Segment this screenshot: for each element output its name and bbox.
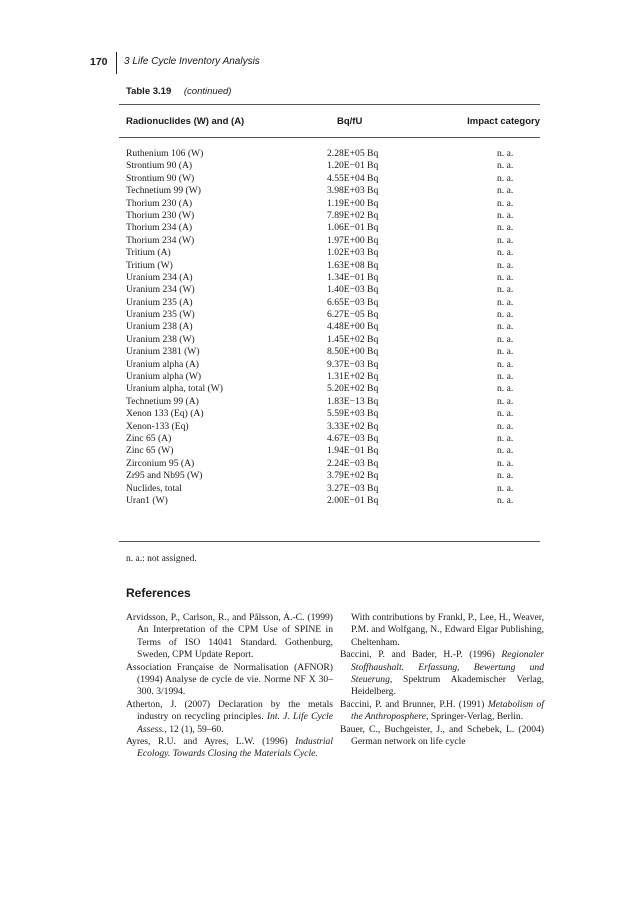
reference-text: Baccini, P. and Brunner, P.H. (1991): [340, 698, 488, 710]
cell-impact-category: n. a.: [497, 247, 514, 259]
cell-impact-category: n. a.: [497, 395, 514, 407]
cell-radionuclide: Uranium 235 (W): [126, 309, 195, 321]
cell-impact-category: n. a.: [497, 482, 514, 494]
cell-bq-fu: 4.55E+04 Bq: [327, 172, 379, 184]
column-header-bq-fu: Bq/fU: [337, 116, 363, 127]
cell-radionuclide: Uranium 238 (W): [126, 333, 195, 345]
references-heading: References: [126, 586, 191, 600]
table-row: [119, 408, 540, 420]
cell-radionuclide: Thorium 230 (W): [126, 209, 195, 221]
cell-radionuclide: Technetium 99 (W): [126, 185, 201, 197]
cell-bq-fu: 1.45E+02 Bq: [327, 333, 379, 345]
cell-impact-category: n. a.: [497, 383, 514, 395]
cell-impact-category: n. a.: [497, 321, 514, 333]
table-row: [119, 222, 540, 234]
references-left-column: [126, 612, 333, 761]
table-row: [119, 284, 540, 296]
table-row: [119, 383, 540, 395]
cell-bq-fu: 9.37E−03 Bq: [327, 358, 379, 370]
table-header-rule: [119, 137, 540, 138]
cell-bq-fu: 1.40E−03 Bq: [327, 284, 379, 296]
cell-radionuclide: Zinc 65 (W): [126, 445, 174, 457]
table-row: [119, 235, 540, 247]
reference-text: , 12 (1), 59–60.: [164, 723, 224, 735]
cell-radionuclide: Thorium 234 (A): [126, 222, 193, 234]
cell-bq-fu: 1.06E−01 Bq: [327, 222, 379, 234]
cell-radionuclide: Uranium 234 (A): [126, 271, 193, 283]
cell-radionuclide: Zirconium 95 (A): [126, 457, 195, 469]
table-row: [119, 321, 540, 333]
table-row: [119, 421, 540, 433]
cell-impact-category: n. a.: [497, 296, 514, 308]
cell-radionuclide: Tritium (W): [126, 259, 173, 271]
table-row: [119, 272, 540, 284]
reference-entry: [340, 699, 544, 724]
reference-continuation: With contributions by Frankl, P., Lee, H., Weaver, P.M. and Wolfgang, N., Edward Elgar Publishing, Cheltenham.: [351, 612, 544, 648]
reference-text: Regionaler Stoffhaushalt. Erfassung, Bewertung und Steuerung: [351, 649, 544, 686]
cell-impact-category: n. a.: [497, 420, 514, 432]
table-row: [119, 210, 540, 222]
cell-bq-fu: 1.34E−01 Bq: [327, 271, 379, 283]
cell-impact-category: n. a.: [497, 333, 514, 345]
cell-impact-category: n. a.: [497, 494, 514, 506]
chapter-title: 3 Life Cycle Inventory Analysis: [124, 56, 260, 67]
cell-radionuclide: Uranium alpha (A): [126, 358, 199, 370]
reference-entry: [126, 612, 333, 662]
table-row: [119, 346, 540, 358]
cell-radionuclide: Uranium 234 (W): [126, 284, 195, 296]
cell-impact-category: n. a.: [497, 470, 514, 482]
table-row: [119, 260, 540, 272]
table-row: [119, 160, 540, 172]
cell-impact-category: n. a.: [497, 160, 514, 172]
reference-text: Industrial Ecology. Towards Closing the Materials Cycle.: [137, 736, 333, 760]
reference-text: , Springer-Verlag, Berlin.: [426, 711, 524, 723]
cell-bq-fu: 6.27E−05 Bq: [327, 309, 379, 321]
column-header-radionuclides: Radionuclides (W) and (A): [126, 116, 245, 127]
cell-impact-category: n. a.: [497, 148, 514, 159]
cell-impact-category: n. a.: [497, 445, 514, 457]
cell-bq-fu: 1.19E+00 Bq: [327, 197, 379, 209]
cell-bq-fu: 1.83E−13 Bq: [327, 395, 379, 407]
table-row: [119, 458, 540, 470]
table-row: [119, 309, 540, 321]
cell-bq-fu: 1.63E+08 Bq: [327, 259, 379, 271]
cell-bq-fu: 3.33E+02 Bq: [327, 420, 379, 432]
cell-radionuclide: Strontium 90 (W): [126, 172, 195, 184]
cell-impact-category: n. a.: [497, 371, 514, 383]
table-caption-continued: (continued): [183, 86, 232, 97]
cell-radionuclide: Zr95 and Nb95 (W): [126, 470, 203, 482]
cell-radionuclide: Zinc 65 (A): [126, 432, 172, 444]
reference-text: Arvidsson, P., Carlson, R., and Pålsson, A.-C. (1999) An Interpretation of the CPM Use of SPINE in Terms of ISO 14041 Standard. Gothenburg, Sweden, CPM Update Report.: [126, 612, 333, 661]
page-number: 170: [90, 56, 108, 68]
reference-entry: [340, 649, 544, 699]
cell-bq-fu: 3.98E+03 Bq: [327, 185, 379, 197]
table-row: [119, 334, 540, 346]
cell-impact-category: n. a.: [497, 234, 514, 246]
table-row: [119, 445, 540, 457]
cell-radionuclide: Thorium 230 (A): [126, 197, 193, 209]
cell-impact-category: n. a.: [497, 284, 514, 296]
cell-impact-category: n. a.: [497, 259, 514, 271]
references-right-column: [340, 612, 544, 748]
reference-text: Metabolism of the Anthroposphere: [351, 698, 544, 723]
reference-text: Bauer, C., Buchgeister, J., and Schebek, L. (2004) German network on life cycle: [340, 723, 544, 748]
reference-text: Baccini, P. and Bader, H.-P. (1996): [340, 649, 502, 661]
header-divider: [116, 52, 117, 74]
cell-impact-category: n. a.: [497, 408, 514, 420]
cell-impact-category: n. a.: [497, 271, 514, 283]
cell-impact-category: n. a.: [497, 222, 514, 234]
cell-radionuclide: Technetium 99 (A): [126, 395, 199, 407]
cell-radionuclide: Uranium alpha, total (W): [126, 383, 223, 395]
cell-bq-fu: 6.65E−03 Bq: [327, 296, 379, 308]
cell-bq-fu: 1.94E−01 Bq: [327, 445, 379, 457]
cell-bq-fu: 7.89E+02 Bq: [327, 209, 379, 221]
cell-impact-category: n. a.: [497, 309, 514, 321]
table-row: [119, 433, 540, 445]
cell-impact-category: n. a.: [497, 358, 514, 370]
reference-text: Ayres, R.U. and Ayres, L.W. (1996): [126, 736, 296, 748]
cell-radionuclide: Uranium 2381 (W): [126, 346, 200, 358]
table-header-row: [119, 116, 540, 130]
table-body: [119, 148, 540, 507]
table-row: [119, 297, 540, 309]
reference-text: Association Française de Normalisation (AFNOR) (1994) Analyse de cycle de vie. Norme NF X 30–300. 3/1994.: [126, 661, 333, 698]
table-row: [119, 495, 540, 507]
reference-text: Int. J. Life Cycle Assess.: [137, 711, 334, 735]
cell-bq-fu: 3.79E+02 Bq: [327, 470, 379, 482]
cell-bq-fu: 4.48E+00 Bq: [327, 321, 379, 333]
table-top-rule: [119, 104, 540, 105]
cell-radionuclide: Uranium alpha (W): [126, 371, 202, 383]
cell-bq-fu: 5.59E+03 Bq: [327, 408, 379, 420]
reference-entry: [126, 736, 333, 761]
cell-bq-fu: 2.24E−03 Bq: [327, 457, 379, 469]
table-row: [119, 371, 540, 383]
cell-bq-fu: 5.20E+02 Bq: [327, 383, 379, 395]
reference-text: Atherton, J. (2007) Declaration by the metals industry on recycling principles.: [126, 698, 333, 723]
cell-radionuclide: Ruthenium 106 (W): [126, 148, 204, 159]
cell-bq-fu: 8.50E+00 Bq: [327, 346, 379, 358]
table-row: [119, 396, 540, 408]
cell-impact-category: n. a.: [497, 432, 514, 444]
cell-bq-fu: 3.27E−03 Bq: [327, 482, 379, 494]
cell-bq-fu: 2.28E+05 Bq: [327, 148, 379, 159]
table-row: [119, 148, 540, 160]
cell-radionuclide: Uranium 235 (A): [126, 296, 193, 308]
cell-bq-fu: 2.00E−01 Bq: [327, 494, 379, 506]
reference-entry: [126, 662, 333, 699]
cell-radionuclide: Xenon 133 (Eq) (A): [126, 408, 204, 420]
cell-impact-category: n. a.: [497, 172, 514, 184]
cell-bq-fu: 4.67E−03 Bq: [327, 432, 379, 444]
reference-entry: [126, 699, 333, 736]
cell-radionuclide: Thorium 234 (W): [126, 234, 195, 246]
table-bottom-rule: [119, 541, 540, 542]
cell-radionuclide: Tritium (A): [126, 247, 171, 259]
cell-radionuclide: Nuclides, total: [126, 482, 182, 494]
cell-radionuclide: Uranium 238 (A): [126, 321, 193, 333]
table-caption: [126, 86, 231, 97]
table-row: [119, 247, 540, 259]
cell-impact-category: n. a.: [497, 346, 514, 358]
cell-impact-category: n. a.: [497, 185, 514, 197]
cell-bq-fu: 1.20E−01 Bq: [327, 160, 379, 172]
table-row: [119, 470, 540, 482]
reference-entry: [340, 724, 544, 749]
cell-radionuclide: Xenon-133 (Eq): [126, 420, 189, 432]
table-caption-label: Table 3.19: [126, 86, 172, 97]
cell-impact-category: n. a.: [497, 197, 514, 209]
table-row: [119, 173, 540, 185]
table-row: [119, 185, 540, 197]
cell-radionuclide: Strontium 90 (A): [126, 160, 193, 172]
cell-bq-fu: 1.97E+00 Bq: [327, 234, 379, 246]
cell-radionuclide: Uran1 (W): [126, 494, 168, 506]
cell-impact-category: n. a.: [497, 209, 514, 221]
cell-bq-fu: 1.31E+02 Bq: [327, 371, 379, 383]
column-header-impact-category: Impact category: [467, 116, 540, 127]
table-row: [119, 359, 540, 371]
cell-bq-fu: 1.02E+03 Bq: [327, 247, 379, 259]
table-row: [119, 483, 540, 495]
reference-text: , Spektrum Akademischer Verlag, Heidelberg.: [351, 674, 544, 698]
cell-impact-category: n. a.: [497, 457, 514, 469]
table-footnote: n. a.: not assigned.: [126, 554, 197, 564]
table-row: [119, 198, 540, 210]
